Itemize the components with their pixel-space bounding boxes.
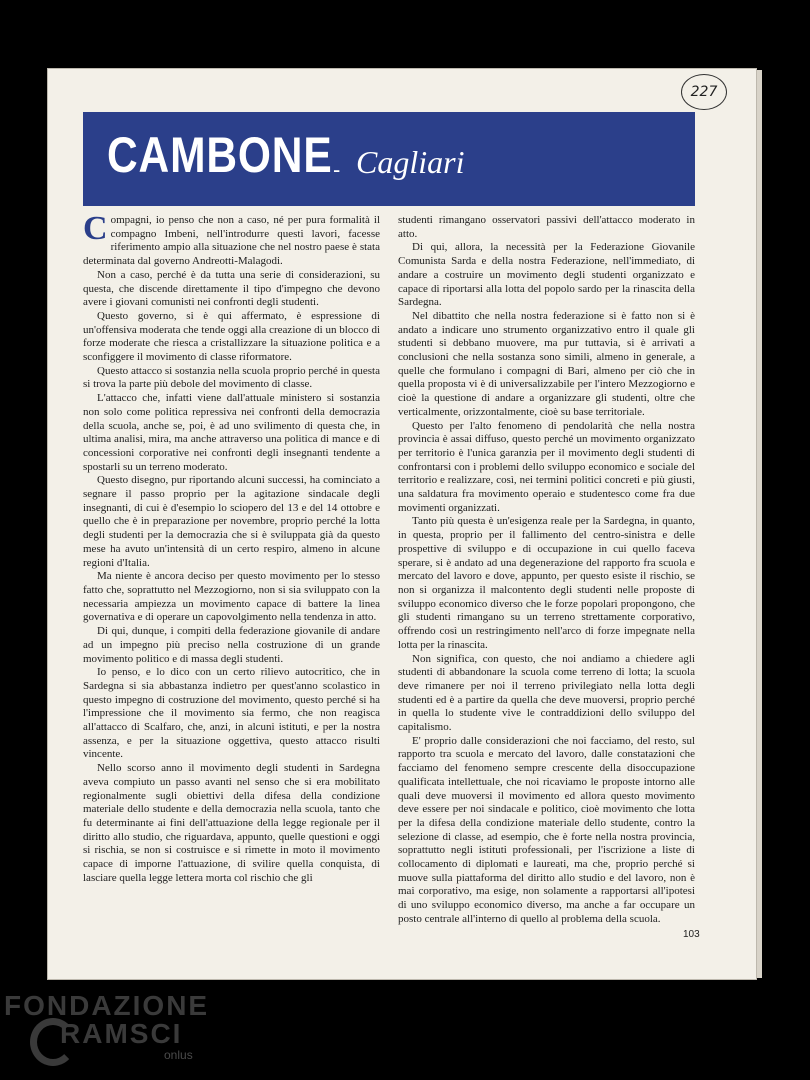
paragraph: Ma niente è ancora deciso per questo movimento per lo stesso fatto che, soprattutto nel Mezzogiorno, non si sia sviluppato con la necessaria ampiezza un movimento capace di battere la linea governativa e di operare un capovolgimento nella tendenza in atto. xyxy=(83,570,380,624)
logo-suffix: onlus xyxy=(164,1048,193,1062)
paragraph: Questo per l'alto fenomeno di pendolarità che nella nostra provincia è assai diffuso, questo perché un movimento organizzato per territorio è l'unica garanzia per il movimento degli studenti di confrontarsi con i problemi dello sviluppo economico e sociale del territorio e realizzare, così, nei termini politici concreti e più giusti, una saldatura fra movimento operaio e studentesco come fra due movimenti organizzati. xyxy=(398,419,695,514)
paragraph: Tanto più questa è un'esigenza reale per la Sardegna, in quanto, in questa, proprio per il fallimento del centro-sinistra e delle prospettive di sviluppo e di occupazione in cui quello faceva sperare, si è andato ad una degenerazione del rapporto fra scuola e mercato del lavoro e dove, appunto, per questo esiste il rischio, se non si organizza il malcontento degli studenti nelle proposte di sviluppo economico diverso che le forze popolari propongono, che gli studenti rimangano su un terreno strettamente corporativo, offrendo così un restringimento nell'arco di forze impegnate nella lotta per la rinascita. xyxy=(398,515,695,651)
paragraph: Questo disegno, pur riportando alcuni successi, ha cominciato a segnare il passo proprio per la agitazione sindacale degli insegnanti, di cui è d'esempio lo sciopero del 13 e del 14 ottobre e quello che è in preparazione per novembre, proprio perché la lotta degli studenti per la democrazia che si è sviluppata già da questo mese ha avuto un'intensità di un certo respiro, almeno in alcune regioni d'Italia. xyxy=(83,474,380,569)
text-column-right xyxy=(398,214,695,927)
paragraph: studenti rimangano osservatori passivi dell'attacco moderato in atto. xyxy=(398,214,695,240)
paragraph: Non a caso, perché è da tutta una serie di considerazioni, su questa, che discende direttamente il tipo d'impegno che devono avere i giovani comunisti nei confronti degli studenti. xyxy=(83,268,380,309)
text-column-left xyxy=(83,210,380,885)
paragraph: Non significa, con questo, che noi andiamo a chiedere agli studenti di abbandonare la scuola come terreno di lotta; la scuola deve rimanere per noi il terreno privilegiato nella lotta degli studenti ed è a partire da quella che deve muoversi, proprio perché in quella lo studente vive le contraddizioni dello sviluppo del capitalismo. xyxy=(398,652,695,734)
fondazione-gramsci-logo xyxy=(0,990,810,1080)
speaker-city: Cagliari xyxy=(356,144,465,180)
page-folio: 103 xyxy=(683,929,700,940)
logo-line-2: RAMSCI xyxy=(60,1018,183,1049)
document-page xyxy=(47,68,757,980)
drop-cap: C xyxy=(83,210,108,247)
paragraph: Io penso, e lo dico con un certo rilievo autocritico, che in Sardegna si sia abbastanza indietro per quest'anno scolastico in questo impegno di costruzione del movimento, questo perché si ha l'impressione che il movimento sia fermo, che non reagisca all'attacco di Scalfaro, che, anzi, in alcuni istituti, e per la nostra assenza, e per la situazione oggettiva, questo attacco risulti vincente. xyxy=(83,666,380,761)
paragraph: L'attacco che, infatti viene dall'attuale ministero si sostanzia non solo come politica repressiva nei confronti della democrazia della scuola, anche se, poi, è ad uno svilimento di questa che, in ultima analisi, mira, ma anche attraverso una politica di mance e di concessioni corporative nei confronti degli insegnanti tendente a spostarli su un terreno moderato. xyxy=(83,392,380,473)
title-separator: - xyxy=(333,157,341,182)
paragraph: Nello scorso anno il movimento degli studenti in Sardegna aveva compiuto un passo avanti nel senso che si era mobilitato regionalmente sugli obiettivi della difesa della condizione materiale dello studente e della democrazia nella scuola, tanto che fu determinante ai fini dell'attuazione della legge regionale per il diritto allo studio, che riguardava, appunto, quelle questioni e oggi si rischia, se non si costruisce e si rimette in moto il movimento capace di imporne l'attuazione, di svilire quella conquista, di lasciare quella legge lettera morta col rischio che gli xyxy=(83,762,380,884)
paragraph: Questo attacco si sostanzia nella scuola proprio perché in questa si trova la parte più debole del movimento di classe. xyxy=(83,364,380,391)
paragraph: Di qui, dunque, i compiti della federazione giovanile di andare ad un impegno più preciso nella costruzione di un grande movimento politico e di massa degli studenti. xyxy=(83,625,380,665)
title-banner xyxy=(83,112,695,206)
speaker-name: CAMBONE xyxy=(107,127,333,183)
paragraph: Questo governo, si è qui affermato, è espressione di un'offensiva moderata che tende oggi alla creazione di un blocco di forze moderate che riesca a cristallizzare la situazione politica e a sconfiggere il movimento di classe riformatore. xyxy=(83,309,380,364)
paragraph-text: ompagni, io penso che non a caso, né per pura formalità il compagno Imbeni, nell'introdurre questi lavori, facesse riferimento ampio alla situazione che nel nostro paese è stata determinata dal governo Andreotti-Malagodi. xyxy=(83,214,380,268)
paragraph xyxy=(83,210,380,269)
paragraph: Di qui, allora, la necessità per la Federazione Giovanile Comunista Sarda e della nostra Federazione, nell'immediato, di andare a costruire un movimento degli studenti organizzato e capace di riportarsi alla lotta del popolo sardo per la rinascita della Sardegna. xyxy=(398,241,695,309)
paragraph: Nel dibattito che nella nostra federazione si è fatto non si è andato a indicare uno strumento organizzativo entro il quale gli studenti si debbano muovere, ma pur tuttavia, si è arrivati a conclusioni che nella sostanza sono simili, almeno in generale, a quelle che formulano i compagni di Bari, almeno per ciò che in quella proposta vi è di universalizzabile per l'intero Mezzogiorno e cioè la questione di andare a organizzare gli studenti, oltre che verticalmente, orizzontalmente, cioè su base territoriale. xyxy=(398,309,695,418)
logo-line-1: FONDAZIONE xyxy=(4,990,210,1021)
paragraph: E' proprio dalle considerazioni che noi facciamo, del resto, sul rapporto tra scuola e mercato del lavoro, dalle constatazioni che facciamo del fenomeno sempre crescente della disoccupazione qualificata intellettuale, che noi ricaviamo le proposte intorno alle quali deve muoversi il movimento ed allora questo movimento deve essere per noi sindacale e politico, cioè movimento che lotta per la difesa della condizione materiale dello studente, contro la selezione di classe, ad esempio, che è forte nella nostra provincia, soprattutto negli istituti professionali, per l'iscrizione a liste di collocamento di diplomati e laureati, ma che, proprio perché si muove sulla piattaforma del diritto allo studio e del lavoro, non è mai corporativo, ma esige, non solamente a rapportarsi all'ipotesi di uno sviluppo economico diverso, ma anche a far occupare un posto centrale all'interno di quello al problema della scuola. xyxy=(398,734,695,925)
page-number-stamp: 227 xyxy=(681,74,727,110)
